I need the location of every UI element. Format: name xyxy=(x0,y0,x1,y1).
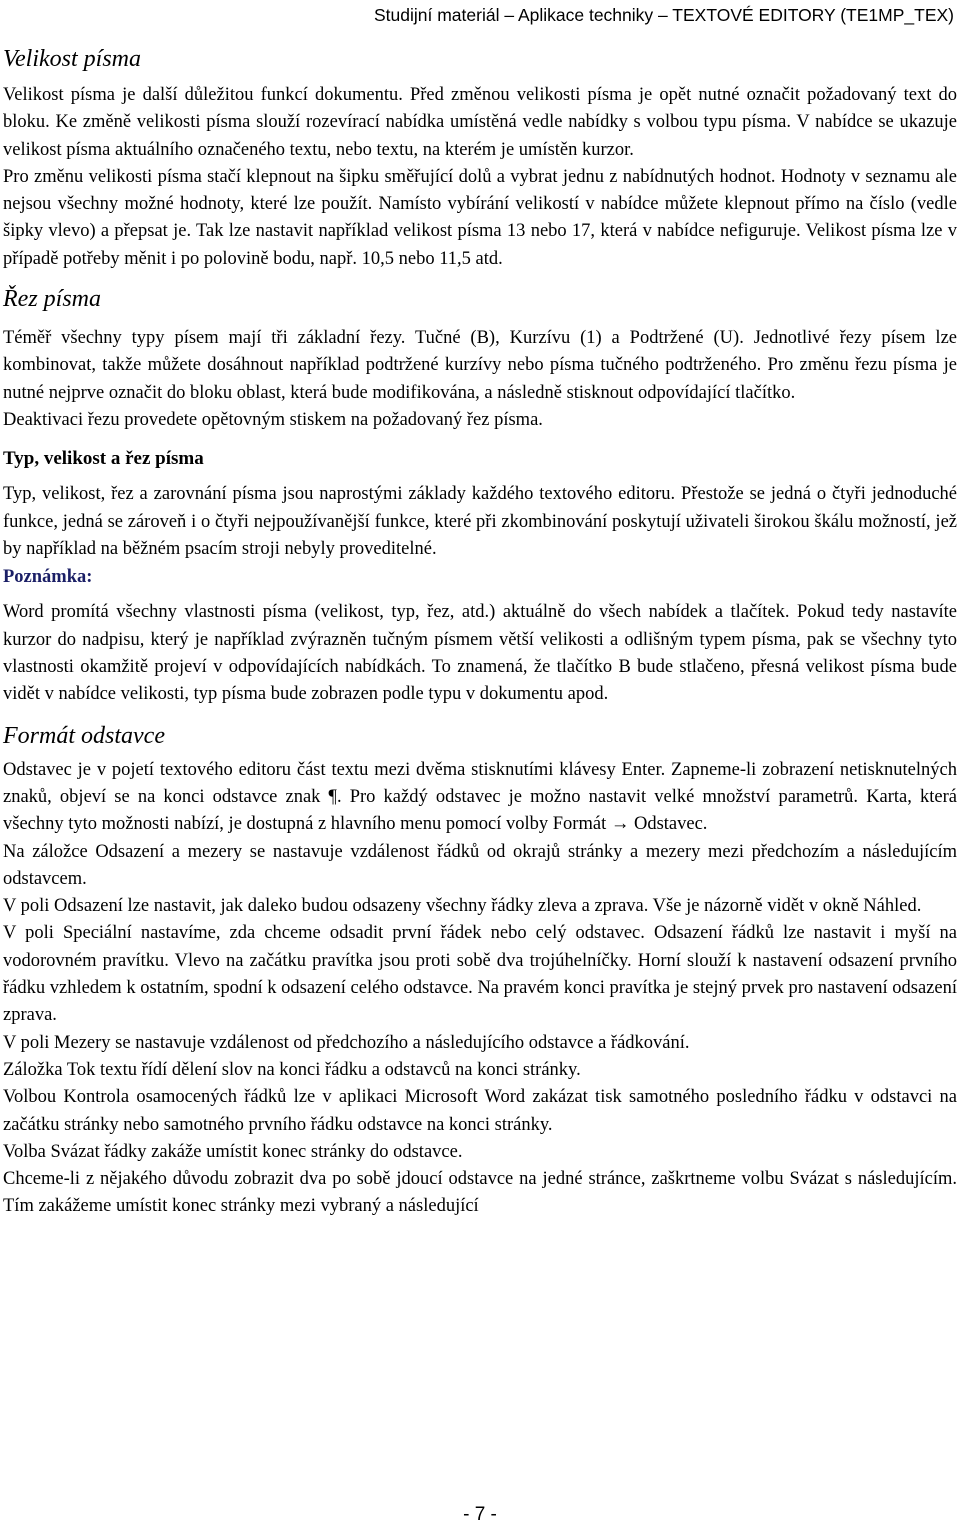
paragraph-velikost-1: Velikost písma je další důležitou funkcí dokumentu. Před změnou velikosti písma je opět nutné označit požadovaný text do bloku. Ke změně velikosti písma slouží rozevírací nabídka umístěná vedle nabídky s volbou typu písma. V nabídce se ukazuje velikost písma aktuálního označeného textu, nebo textu, na kterém je umístěn kurzor. xyxy=(3,85,957,160)
heading-typ-velikost-rez: Typ, velikost a řez písma xyxy=(3,448,204,470)
heading-poznamka: Poznámka: xyxy=(3,567,93,588)
paragraph-format-7: Volbou Kontrola osamocených řádků lze v aplikaci Microsoft Word zakázat tisk samotného posledního řádku v odstavci na začátku stránky nebo samotného prvního řádku odstavce na konci stránky. xyxy=(3,1087,957,1135)
heading-rez-pisma: Řez písma xyxy=(3,286,101,313)
page-number: - 7 - xyxy=(463,1504,497,1525)
paragraph-rez-2: Deaktivaci řezu provedete opětovným stiskem na požadovaný řez písma. xyxy=(3,409,543,430)
paragraph-rez-1: Téměř všechny typy písem mají tři základní řezy. Tučné (B), Kurzívu (1) a Podtržené (U). Jednotlivé řezy písem lze kombinovat, takže můžete dosáhnout například podtržené kurzívy nebo písma tučného podtrženého. Pro změnu řezu písma je nutné nejprve označit do bloku oblast, která bude modifikována, a následně stisknout odpovídající tlačítko. xyxy=(3,328,957,403)
paragraph-poznamka-1: Word promítá všechny vlastnosti písma (velikost, typ, řez, atd.) aktuálně do všech nabídek a tlačítek. Pokud tedy nastavíte kurzor do nadpisu, který je například zvýrazněn tučným písmem větší velikosti a odlišným typem písma, pak se všechny tyto vlastnosti okamžitě projeví v odpovídajících nabídkách. To znamená, že tlačítko B bude stlačeno, přesná velikost písma bude vidět v nabídce velikosti, typ písma bude zobrazen podle typu v dokumentu apod. xyxy=(3,602,957,705)
paragraph-typ-1: Typ, velikost, řez a zarovnání písma jsou naprostými základy každého textového editoru. Přestože se jedná o čtyři jednoduché funkce, jedná se zároveň i o čtyři nejpoužívanější funkce, které při zkombinování poskytují uživateli širokou škálu možností, jež by například na běžném psacím stroji nebyly proveditelné. xyxy=(3,484,957,559)
paragraph-format-9: Chceme-li z nějakého důvodu zobrazit dva po sobě jdoucí odstavce na jedné stránce, zaškrtneme volbu Svázat s následujícím. Tím zakážeme umístit konec stránky mezi vybraný a následující xyxy=(3,1169,957,1217)
heading-format-odstavce: Formát odstavce xyxy=(3,722,165,749)
paragraph-format-2: Na záložce Odsazení a mezery se nastavuje vzdálenost řádků od okrajů stránky a mezery mezi předchozím a následujícím odstavcem. xyxy=(3,841,957,889)
paragraph-format-3: V poli Odsazení lze nastavit, jak daleko budou odsazeny všechny řádky zleva a zprava. Vše je názorně vidět v okně Náhled. xyxy=(3,896,922,917)
paragraph-velikost-2: Pro změnu velikosti písma stačí klepnout na šipku směřující dolů a vybrat jednu z nabídnutých hodnot. Hodnoty v seznamu ale nejsou všechny možné hodnoty, které lze použít. Namísto vybírání velikostí v nabídce můžete klepnout přímo na číslo (vedle šipky vlevo) a přepsat je. Tak lze nastavit například velikost písma 13 nebo 17, která v nabídce nefiguruje. Velikost písma lze v případě potřeby měnit i po polovině bodu, např. 10,5 nebo 11,5 atd. xyxy=(3,166,957,269)
paragraph-format-4: V poli Speciální nastavíme, zda chceme odsadit první řádek nebo celý odstavec. Odsazení řádků lze nastavit i myší na vodorovném pravítku. Vlevo na začátku pravítka jsou proti sobě dva trojúhelníčky. Horní slouží k nastavení odsazení prvního řádku vzhledem k ostatním, spodní k odsazení celého odstavce. Na pravém konci pravítka je stejný prvek pro nastavení odsazení zprava. xyxy=(3,923,957,1026)
heading-velikost-pisma: Velikost písma xyxy=(3,46,141,72)
running-header: Studijní materiál – Aplikace techniky – TEXTOVÉ EDITORY (TE1MP_TEX) xyxy=(373,5,954,25)
paragraph-format-5: V poli Mezery se nastavuje vzdálenost od předchozího a následujícího odstavce a řádkování. xyxy=(3,1032,690,1053)
paragraph-format-1: Odstavec je v pojetí textového editoru část textu mezi dvěma stisknutími klávesy Enter. Zapneme-li zobrazení netisknutelných znaků, objeví se na konci odstavce znak ¶. Pro každý odstavec je možno nastavit velké množství parametrů. Karta, která všechny tyto možnosti nabízí, je dostupná z hlavního menu pomocí volby Formát → Odstavec. xyxy=(3,759,957,835)
document-body xyxy=(3,42,957,1221)
paragraph-format-8: Volba Svázat řádky zakáže umístit konec stránky do odstavce. xyxy=(3,1141,463,1162)
paragraph-format-6: Záložka Tok textu řídí dělení slov na konci řádku a odstavců na konci stránky. xyxy=(3,1059,581,1080)
